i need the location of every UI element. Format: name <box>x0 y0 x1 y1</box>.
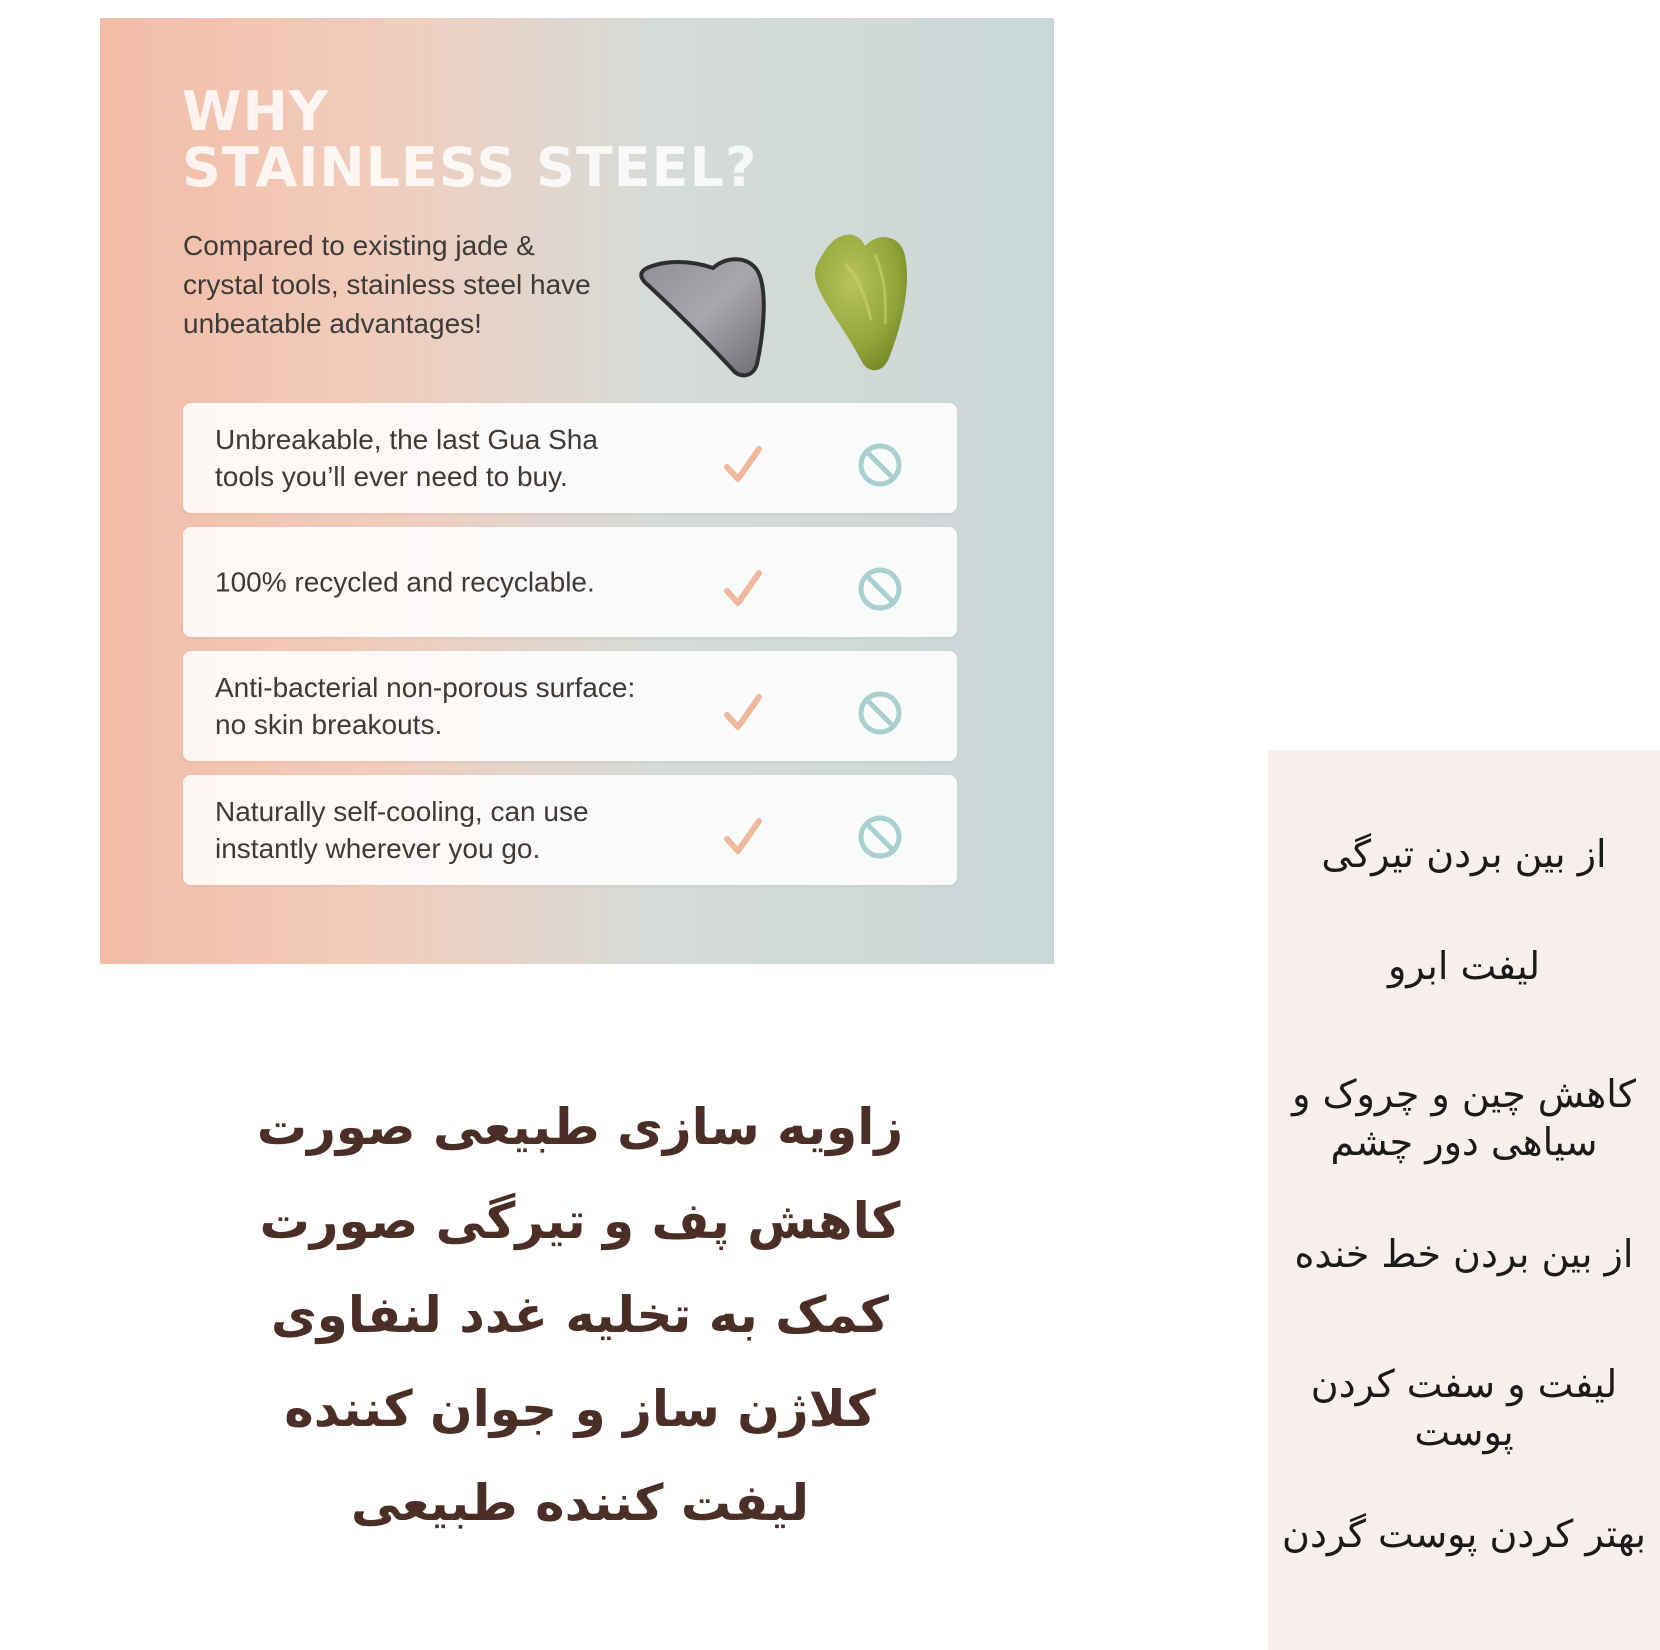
benefit-item: زاویه سازی طبیعی صورت <box>256 1098 904 1156</box>
benefit-item: کمک به تخلیه غدد لنفاوی <box>270 1286 890 1344</box>
headline-line-2: STAINLESS STEEL? <box>182 136 758 199</box>
benefits-list <box>230 1080 930 1550</box>
check-icon <box>721 815 765 859</box>
side-panel-item: از بین بردن خط خنده <box>1294 1232 1634 1276</box>
comparison-row <box>183 651 957 761</box>
side-panel-item: لیفت ابرو <box>1387 944 1541 988</box>
steel-gua-sha-image <box>635 246 785 386</box>
comparison-table <box>183 403 957 899</box>
comparison-row <box>183 403 957 513</box>
ban-icon <box>856 689 904 737</box>
comparison-row <box>183 775 957 885</box>
side-panel-item: از بین بردن تیرگی <box>1321 832 1607 876</box>
row-text: Unbreakable, the last Gua Sha tools you’ll ever need to buy. <box>215 424 598 492</box>
benefit-item: لیفت کننده طبیعی <box>351 1474 809 1532</box>
side-panel-item: کاهش چین و چروک و سیاهی دور چشم <box>1292 1072 1636 1164</box>
ban-icon <box>856 813 904 861</box>
check-icon <box>721 443 765 487</box>
intro-text: Compared to existing jade & crystal tools, stainless steel have unbeatable advantages! <box>183 230 591 339</box>
check-icon <box>721 691 765 735</box>
jade-gua-sha-image <box>805 224 925 379</box>
headline <box>182 80 758 199</box>
comparison-row <box>183 527 957 637</box>
benefit-item: کلاژن ساز و جوان کننده <box>284 1380 876 1438</box>
row-text: Anti-bacterial non-porous surface: no skin breakouts. <box>215 672 636 740</box>
promo-card <box>100 18 1054 964</box>
row-text: Naturally self-cooling, can use instantly wherever you go. <box>215 796 589 864</box>
row-text: 100% recycled and recyclable. <box>215 566 595 598</box>
check-icon <box>721 567 765 611</box>
ban-icon <box>856 441 904 489</box>
ban-icon <box>856 565 904 613</box>
side-panel <box>1268 750 1660 1650</box>
side-panel-item: لیفت و سفت کردن پوست <box>1310 1362 1618 1454</box>
benefit-item: کاهش پف و تیرگی صورت <box>259 1192 901 1250</box>
side-panel-item: بهتر کردن پوست گردن <box>1282 1512 1646 1556</box>
headline-line-1: WHY <box>182 80 329 143</box>
